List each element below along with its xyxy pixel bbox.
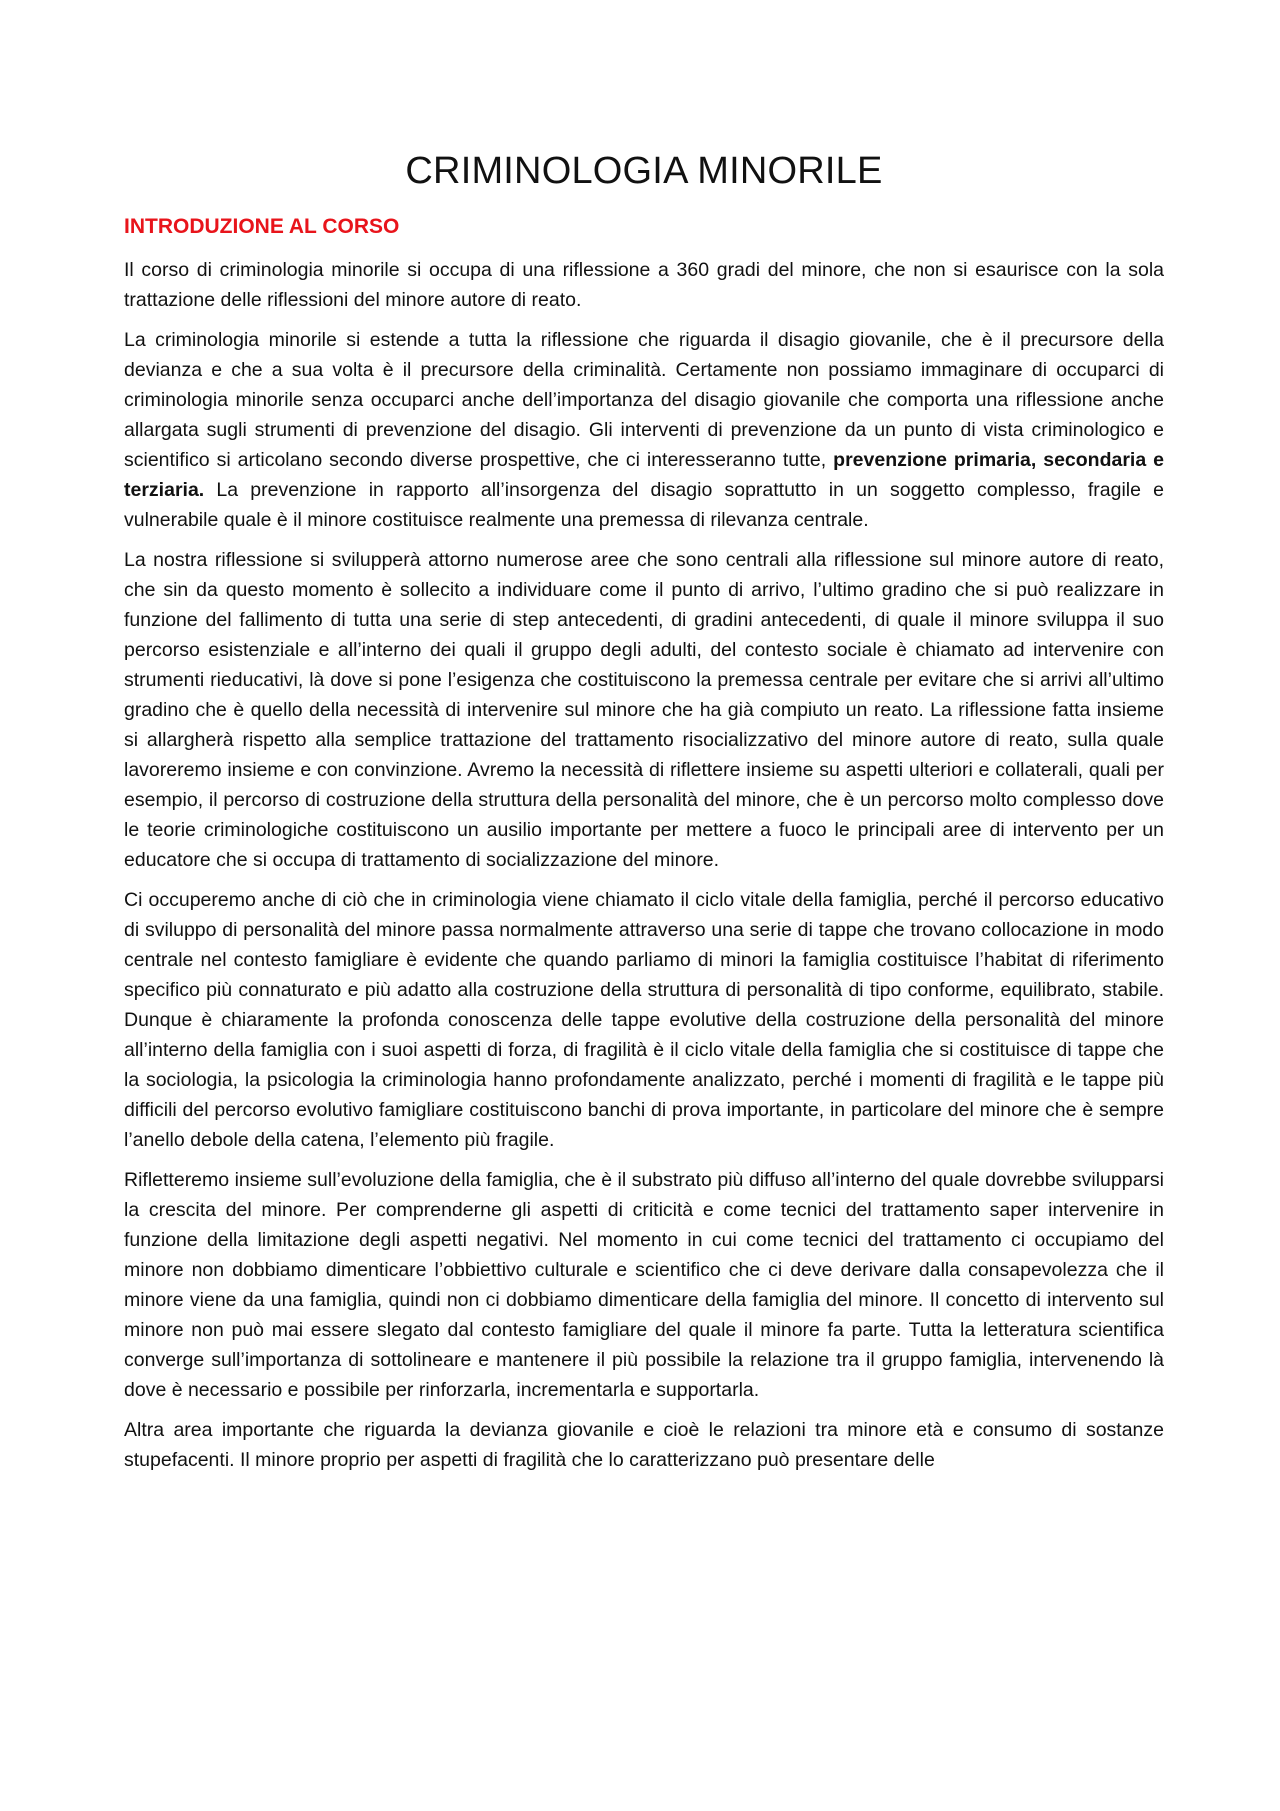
paragraph-3: La nostra riflessione si svilupperà attorno numerose aree che sono centrali alla riflessione sul minore autore di reato, che sin da questo momento è sollecito a individuare come il punto di arrivo, l’ultimo gradino che si può realizzare in funzione del fallimento di tutta una serie di step antecedenti, di gradini antecedenti, di quale il minore sviluppa il suo percorso esistenziale e all’interno dei quali il gruppo degli adulti, del contesto sociale è chiamato ad intervenire con strumenti rieducativi, là dove si pone l’esigenza che costituiscono la premessa centrale per evitare che si arrivi all’ultimo gradino che è quello della necessità di intervenire sul minore che ha già compiuto un reato. La riflessione fatta insieme si allargherà rispetto alla semplice trattazione del trattamento risocializzativo del minore autore di reato, sulla quale lavoreremo insieme e con convinzione. Avremo la necessità di riflettere insieme su aspetti ulteriori e collaterali, quali per esempio, il percorso di costruzione della struttura della personalità del minore, che è un percorso molto complesso dove le teorie criminologiche costituiscono un ausilio importante per mettere a fuoco le principali aree di intervento per un educatore che si occupa di trattamento di socializzazione del minore. <box>124 549 1164 871</box>
paragraph-1: Il corso di criminologia minorile si occupa di una riflessione a 360 gradi del minore, che non si esaurisce con la sola trattazione delle riflessioni del minore autore di reato. <box>124 259 1164 311</box>
paragraph-2-bold-text: prevenzione primaria, secondaria e terziaria. <box>124 449 1165 501</box>
paragraph-4: Ci occuperemo anche di ciò che in criminologia viene chiamato il ciclo vitale della famiglia, perché il percorso educativo di sviluppo di personalità del minore passa normalmente attraverso una serie di tappe che trovano collocazione in modo centrale nel contesto famigliare è evidente che quando parliamo di minori la famiglia costituisce l’habitat di riferimento specifico più connaturato e più adatto alla costruzione della struttura di personalità di tipo conforme, equilibrato, stabile. Dunque è chiaramente la profonda conoscenza delle tappe evolutive della costruzione della personalità del minore all’interno della famiglia con i suoi aspetti di forza, di fragilità è il ciclo vitale della famiglia che si costituisce di tappe che la sociologia, la psicologia la criminologia hanno profondamente analizzato, perché i momenti di fragilità e le tappe più difficili del percorso evolutivo famigliare costituiscono banchi di prova importante, in particolare del minore che è sempre l’anello debole della catena, l’elemento più fragile. <box>124 889 1164 1151</box>
section-heading: INTRODUZIONE AL CORSO <box>124 215 400 238</box>
paragraph-5: Rifletteremo insieme sull’evoluzione della famiglia, che è il substrato più diffuso all’interno del quale dovrebbe svilupparsi la crescita del minore. Per comprenderne gli aspetti di criticità e come tecnici del trattamento saper intervenire in funzione della limitazione degli aspetti negativi. Nel momento in cui come tecnici del trattamento ci occupiamo del minore non dobbiamo dimenticare l’obbiettivo culturale e scientifico che ci deve derivare dalla consapevolezza che il minore viene da una famiglia, quindi non ci dobbiamo dimenticare della famiglia del minore. Il concetto di intervento sul minore non può mai essere slegato dal contesto famigliare del quale il minore fa parte. Tutta la letteratura scientifica converge sull’importanza di sottolineare e mantenere il più possibile la relazione tra il gruppo famiglia, intervenendo là dove è necessario e possibile per rinforzarla, incrementarla e supportarla. <box>124 1169 1164 1401</box>
document-page <box>124 150 1164 1485</box>
paragraph-2-text-after: La prevenzione in rapporto all’insorgenza del disagio soprattutto in un soggetto complesso, fragile e vulnerabile quale è il minore costituisce realmente una premessa di rilevanza centrale. <box>124 479 1164 531</box>
page-title: CRIMINOLOGIA MINORILE <box>405 150 883 192</box>
paragraph-2 <box>124 325 1164 535</box>
paragraph-2-text-before: La criminologia minorile si estende a tutta la riflessione che riguarda il disagio giovanile, che è il precursore della devianza e che a sua volta è il precursore della criminalità. Certamente non possiamo immaginare di occuparci di criminologia minorile senza occuparci anche dell’importanza del disagio giovanile che comporta una riflessione anche allargata sugli strumenti di prevenzione del disagio. Gli interventi di prevenzione da un punto di vista criminologico e scientifico si articolano secondo diverse prospettive, che ci interesseranno tutte, <box>124 329 1164 471</box>
paragraph-6: Altra area importante che riguarda la devianza giovanile e cioè le relazioni tra minore età e consumo di sostanze stupefacenti. Il minore proprio per aspetti di fragilità che lo caratterizzano può presentare delle <box>124 1419 1164 1471</box>
